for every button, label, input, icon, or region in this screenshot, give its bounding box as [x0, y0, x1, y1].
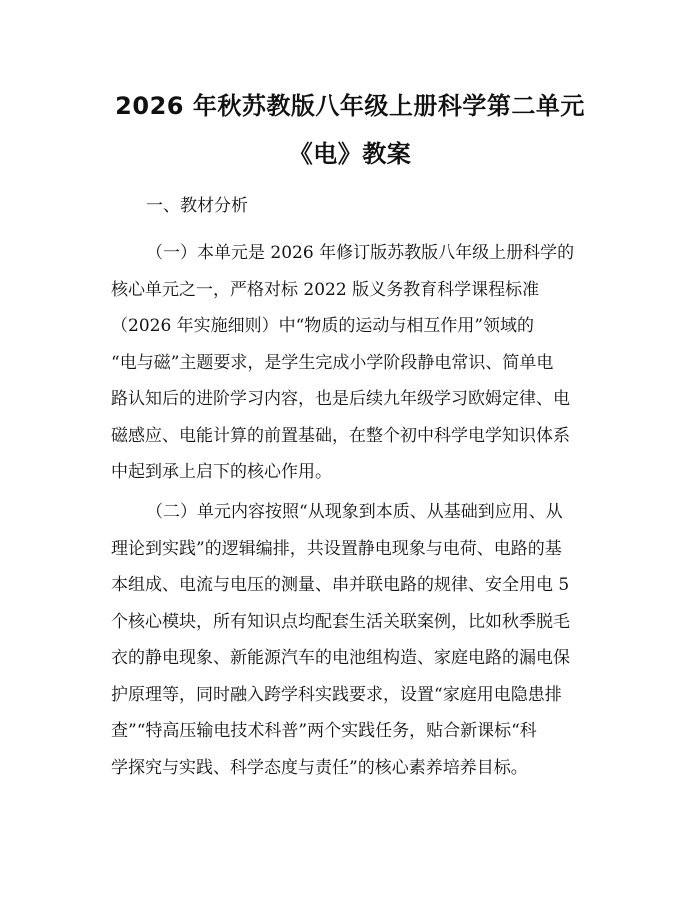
paragraph-line: “电与磁”主题要求，是学生完成小学阶段静电常识、简单电 — [111, 352, 554, 373]
paragraph-line: 核心单元之一，严格对标 2022 版义务教育科学课程标准 — [111, 279, 540, 300]
paragraph-line: 个核心模块，所有知识点均配套生活关联案例，比如秋季脱毛 — [111, 611, 570, 632]
document-title-line-2: 《电》教案 — [288, 140, 412, 168]
paragraph-line: （二）单元内容按照“从现象到本质、从基础到应用、从 — [146, 502, 563, 522]
paragraph-line: 查”“特高压输电技术科普”两个实践任务，贴合新课标“科 — [111, 721, 537, 741]
document-title-line-1: 2026 年秋苏教版八年级上册科学第二单元 — [115, 92, 585, 120]
paragraph-line: （2026 年实施细则）中“物质的运动与相互作用”领域的 — [111, 316, 535, 336]
paragraph-line: 护原理等，同时融入跨学科实践要求，设置“家庭用电隐患排 — [111, 684, 562, 705]
paragraph-line: 磁感应、电能计算的前置基础，在整个初中科学电学知识体系 — [111, 425, 570, 446]
paragraph-line: 理论到实践”的逻辑编排，共设置静电现象与电荷、电路的基 — [111, 538, 562, 559]
paragraph-line: 本组成、电流与电压的测量、串并联电路的规律、安全用电 5 — [111, 575, 570, 595]
paragraph-line: 中起到承上启下的核心作用。 — [111, 462, 332, 482]
paragraph-line: 学探究与实践、科学态度与责任”的核心素养培养目标。 — [111, 757, 528, 778]
paragraph-line: 路认知后的进阶学习内容，也是后续九年级学习欧姆定律、电 — [111, 389, 570, 409]
paragraph-line: （一）本单元是 2026 年修订版苏教版八年级上册科学的 — [146, 243, 575, 263]
section-heading-textbook-analysis: 一、教材分析 — [146, 196, 248, 216]
paragraph-line: 衣的静电现象、新能源汽车的电池组构造、家庭电路的漏电保 — [111, 648, 570, 668]
